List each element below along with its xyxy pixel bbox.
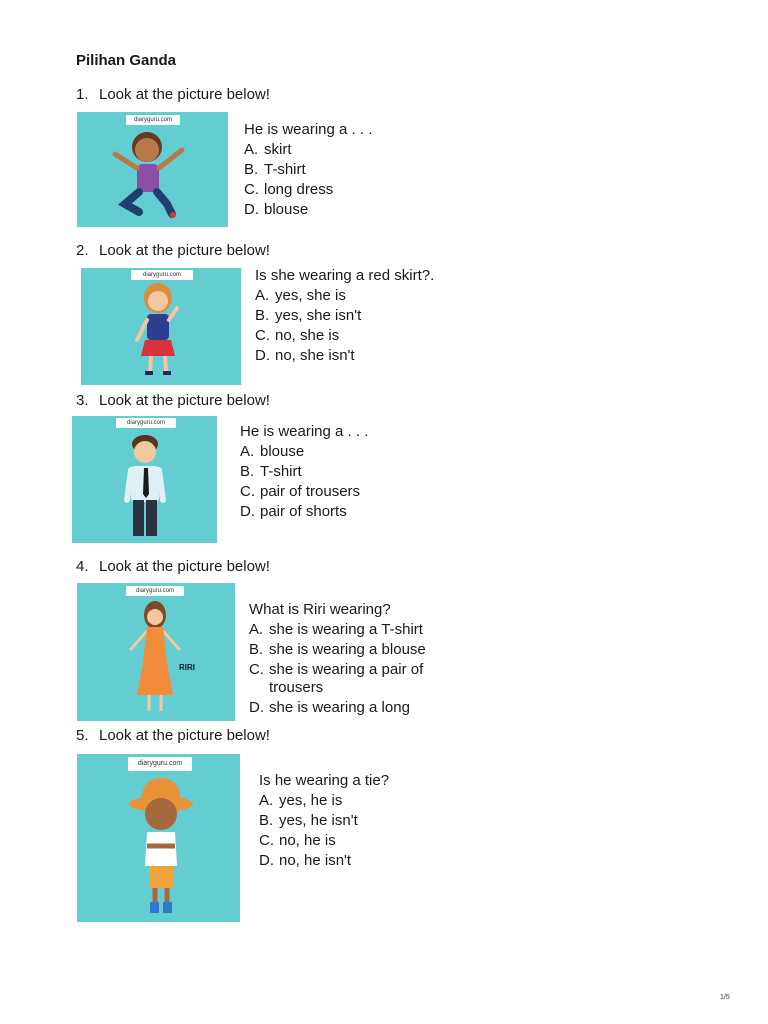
man-illustration [72,416,217,543]
option-a[interactable]: A. yes, she is [255,287,346,304]
question-heading-text: Look at the picture below! [99,242,270,259]
question-prompt: He is wearing a . . . [244,121,373,138]
question-1-body [244,120,372,220]
option-d[interactable]: D. blouse [244,201,309,218]
question-5-heading [76,727,270,744]
question-4-heading [76,558,270,575]
option-c[interactable]: C. she is wearing a pair of [249,661,424,678]
option-d[interactable]: D. no, she isn't [255,347,355,364]
question-prompt: Is she wearing a red skirt?. [255,267,435,284]
option-c[interactable]: C. no, she is [255,327,340,344]
question-5-picture-boy-hat [77,754,240,922]
question-1-heading [76,86,270,103]
question-number: 2. [76,242,89,259]
option-c[interactable]: C. long dress [244,181,334,198]
option-d[interactable]: D. she is wearing a long [249,699,410,716]
section-title: Pilihan Ganda [76,52,177,69]
option-b[interactable]: B. yes, she isn't [255,307,362,324]
question-2-heading [76,242,270,259]
option-c[interactable]: C. no, he is [259,832,336,849]
watermark-badge: diaryguru.com [131,270,193,280]
question-prompt: Is he wearing a tie? [259,772,390,789]
boy-jumping-illustration [77,112,228,227]
boy-hat-illustration [77,754,240,922]
option-d[interactable]: D. no, he isn't [259,852,352,869]
girl-illustration [81,268,241,385]
question-3-body [240,422,368,522]
question-number: 5. [76,727,89,744]
question-4-picture-riri-long-dress [77,583,235,721]
option-a[interactable]: A. yes, he is [259,792,343,809]
option-b[interactable]: B. she is wearing a blouse [249,641,426,658]
question-2-body [255,266,434,366]
question-3-heading [76,392,270,409]
question-number: 3. [76,392,89,409]
question-3-picture-man-trousers [72,416,217,543]
watermark-badge: diaryguru.com [126,115,180,125]
question-5-body [259,771,389,871]
option-b[interactable]: B. yes, he isn't [259,812,358,829]
option-a[interactable]: A. skirt [244,141,292,158]
watermark-badge: diaryguru.com [116,418,176,428]
question-number: 4. [76,558,89,575]
option-c[interactable]: C. pair of trousers [240,483,361,500]
question-prompt: What is Riri wearing? [249,601,391,618]
question-4-body [249,600,426,718]
question-2-picture-girl-red-skirt [81,268,241,385]
question-heading-text: Look at the picture below! [99,727,270,744]
question-heading-text: Look at the picture below! [99,558,270,575]
page-number: 1/5 [720,994,730,1001]
question-prompt: He is wearing a . . . [240,423,369,440]
woman-long-dress-illustration [77,583,235,721]
option-b[interactable]: B. T-shirt [240,463,302,480]
question-heading-text: Look at the picture below! [99,392,270,409]
question-1-picture-boy-tshirt [77,112,228,227]
option-a[interactable]: A. blouse [240,443,305,460]
watermark-badge: diaryguru.com [126,586,184,596]
option-c-continuation: trousers [269,679,324,696]
question-number: 1. [76,86,89,103]
option-d[interactable]: D. pair of shorts [240,503,347,520]
picture-label: RIRI [179,663,195,672]
option-a[interactable]: A. she is wearing a T-shirt [249,621,423,638]
question-heading-text: Look at the picture below! [99,86,270,103]
watermark-badge: diaryguru.com [128,757,192,771]
option-b[interactable]: B. T-shirt [244,161,306,178]
